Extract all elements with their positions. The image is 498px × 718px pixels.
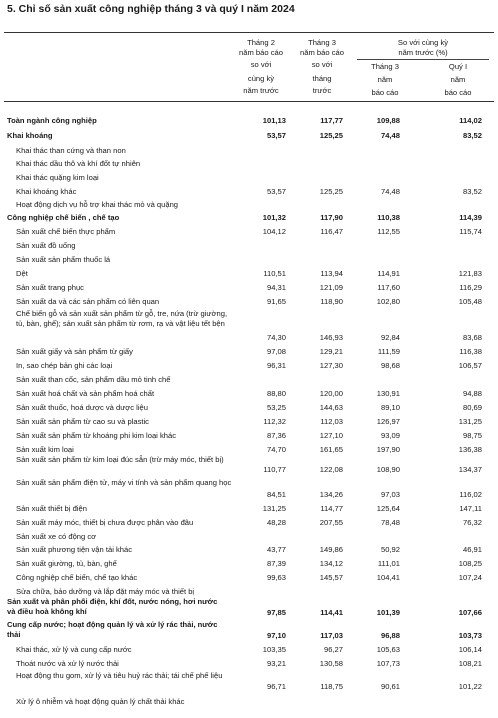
row-value-col1: 74,30 bbox=[266, 333, 286, 342]
row-value-col4: 83,52 bbox=[462, 187, 482, 196]
row-value-col1: 87,39 bbox=[266, 559, 286, 568]
row-value-col2: 120,00 bbox=[319, 389, 343, 398]
row-value-col1: 53,57 bbox=[266, 131, 286, 140]
row-value-col1: 74,70 bbox=[266, 445, 286, 454]
row-value-col1: 93,21 bbox=[266, 659, 286, 668]
row-label: In, sao chép bản ghi các loại bbox=[16, 361, 113, 370]
row-value-col1: 110,51 bbox=[263, 269, 286, 278]
header-march-report-year: Tháng 3 năm báo cáo bbox=[371, 62, 399, 97]
row-value-col1: 48,28 bbox=[266, 518, 286, 527]
row-label: Toàn ngành công nghiệp bbox=[7, 116, 97, 125]
row-value-col3: 96,88 bbox=[380, 631, 400, 640]
row-label: Khai khoáng bbox=[7, 131, 53, 140]
row-label: Sản xuất da và các sản phẩm có liên quan bbox=[16, 297, 160, 306]
row-value-col4: 116,02 bbox=[459, 490, 482, 499]
row-value-col2: 121,09 bbox=[319, 283, 343, 292]
row-value-col4: 80,69 bbox=[462, 403, 482, 412]
row-label: Xử lý ô nhiễm và hoạt động quản lý chất thải khác bbox=[16, 697, 185, 706]
row-value-col3: 101,39 bbox=[376, 608, 400, 617]
row-value-col1: 99,63 bbox=[266, 573, 286, 582]
row-value-col2: 114,77 bbox=[320, 504, 343, 513]
row-value-col2: 114,41 bbox=[320, 608, 343, 617]
row-label: Công nghiệp chế biến, chế tạo khác bbox=[16, 573, 138, 582]
row-value-col1: 96,71 bbox=[266, 682, 286, 691]
row-value-col1: 103,35 bbox=[262, 645, 286, 654]
row-label: Sản xuất giường, tủ, bàn, ghế bbox=[16, 559, 117, 568]
row-value-col4: 131,25 bbox=[458, 417, 482, 426]
row-label: Khai thác quặng kim loại bbox=[16, 173, 99, 182]
row-value-col2: 127,30 bbox=[319, 361, 343, 370]
row-value-col1: 94,31 bbox=[266, 283, 286, 292]
row-value-col3: 78,48 bbox=[380, 518, 400, 527]
row-value-col2: 125,25 bbox=[319, 131, 343, 140]
row-label: Sản xuất phương tiện vận tải khác bbox=[16, 545, 133, 554]
row-value-col2: 146,93 bbox=[319, 333, 343, 342]
row-label: Sản xuất chế biến thực phẩm bbox=[16, 227, 116, 236]
row-label: Sản xuất máy móc, thiết bị chưa được phân vào đâu bbox=[16, 518, 194, 527]
row-value-col4: 103,73 bbox=[458, 631, 482, 640]
row-label: Sản xuất sản phẩm điện tử, máy vi tính và sản phẩm quang học bbox=[16, 478, 232, 487]
row-value-col2: 130,58 bbox=[319, 659, 343, 668]
row-value-col3: 109,88 bbox=[376, 116, 400, 125]
row-value-col2: 116,47 bbox=[320, 227, 343, 236]
row-value-col1: 43,77 bbox=[266, 545, 286, 554]
row-value-col1: 101,32 bbox=[262, 213, 286, 222]
row-value-col2: 112,03 bbox=[320, 417, 343, 426]
row-value-col1: 84,51 bbox=[266, 490, 286, 499]
row-value-col4: 114,39 bbox=[459, 213, 482, 222]
row-value-col2: 117,77 bbox=[320, 116, 343, 125]
row-label: Hoạt động thu gom, xử lý và tiêu huỷ rác thải; tái chế phế liệu bbox=[16, 671, 223, 680]
header-feb-vs-last-year: Tháng 2 năm báo cáo so với cùng kỳ năm trước bbox=[239, 38, 283, 95]
row-value-col3: 74,48 bbox=[380, 187, 400, 196]
row-value-col3: 107,73 bbox=[376, 659, 400, 668]
row-value-col4: 116,38 bbox=[459, 347, 482, 356]
row-value-col4: 121,83 bbox=[458, 269, 482, 278]
row-value-col2: 113,94 bbox=[320, 269, 343, 278]
row-value-col3: 114,91 bbox=[377, 269, 400, 278]
row-value-col4: 114,02 bbox=[459, 116, 482, 125]
row-value-col4: 107,24 bbox=[458, 573, 482, 582]
row-label: Sản xuất sản phẩm từ khoáng phi kim loại khác bbox=[16, 431, 177, 440]
row-value-col3: 112,55 bbox=[377, 227, 400, 236]
row-value-col2: 134,12 bbox=[319, 559, 343, 568]
row-value-col4: 134,37 bbox=[458, 465, 482, 474]
row-value-col1: 104,12 bbox=[262, 227, 286, 236]
row-label: Sản xuất trang phục bbox=[16, 283, 84, 292]
row-value-col1: 97,10 bbox=[266, 631, 286, 640]
row-value-col4: 106,14 bbox=[458, 645, 482, 654]
row-value-col3: 50,92 bbox=[380, 545, 400, 554]
row-value-col4: 136,38 bbox=[458, 445, 482, 454]
row-value-col2: 134,26 bbox=[319, 490, 343, 499]
row-label: Sản xuất kim loại bbox=[16, 445, 74, 454]
row-value-col3: 125,64 bbox=[376, 504, 400, 513]
row-label: Sản xuất thiết bị điện bbox=[16, 504, 87, 513]
row-value-col1: 53,57 bbox=[266, 187, 286, 196]
row-value-col4: 115,74 bbox=[459, 227, 482, 236]
row-value-col3: 130,91 bbox=[376, 389, 400, 398]
row-value-col3: 117,60 bbox=[377, 283, 400, 292]
header-q1-report-year: Quý I năm báo cáo bbox=[444, 62, 472, 97]
row-value-col1: 96,31 bbox=[266, 361, 286, 370]
row-label: Sản xuất xe có động cơ bbox=[16, 532, 97, 541]
row-value-col2: 144,63 bbox=[319, 403, 343, 412]
row-value-col4: 83,52 bbox=[462, 131, 482, 140]
row-value-col3: 92,84 bbox=[380, 333, 400, 342]
row-label: Sản xuất sản phẩm từ cao su và plastic bbox=[16, 417, 149, 426]
row-value-col3: 90,61 bbox=[380, 682, 400, 691]
row-label: Sản xuất thuốc, hoá dược và dược liệu bbox=[16, 403, 148, 412]
row-label: Khai thác dầu thô và khí đốt tự nhiên bbox=[16, 159, 141, 168]
row-label: Thoát nước và xử lý nước thải bbox=[16, 659, 119, 668]
row-label: Sản xuất và phân phối điện, khí đốt, nước nóng, hơi nước và điều hoà không khí bbox=[7, 597, 218, 616]
row-value-col4: 98,75 bbox=[462, 431, 482, 440]
row-value-col4: 76,32 bbox=[462, 518, 482, 527]
row-value-col1: 97,08 bbox=[266, 347, 286, 356]
row-value-col2: 127,10 bbox=[319, 431, 343, 440]
row-value-col2: 145,57 bbox=[319, 573, 343, 582]
row-label: Sản xuất than cốc, sản phẩm dầu mỏ tinh chế bbox=[16, 375, 171, 384]
row-value-col2: 117,03 bbox=[320, 631, 343, 640]
row-value-col3: 111,01 bbox=[377, 559, 400, 568]
row-label: Sửa chữa, bảo dưỡng và lắp đặt máy móc và thiết bị bbox=[16, 587, 195, 596]
row-value-col1: 53,25 bbox=[266, 403, 286, 412]
row-value-col2: 96,27 bbox=[323, 645, 343, 654]
row-value-col1: 112,32 bbox=[263, 417, 286, 426]
row-value-col1: 88,80 bbox=[266, 389, 286, 398]
row-value-col3: 111,59 bbox=[377, 347, 400, 356]
row-value-col3: 105,63 bbox=[376, 645, 400, 654]
row-value-col2: 207,55 bbox=[319, 518, 343, 527]
row-label: Sản xuất sản phẩm thuốc lá bbox=[16, 255, 111, 264]
row-label: Dệt bbox=[16, 269, 28, 278]
row-value-col3: 104,41 bbox=[376, 573, 400, 582]
row-value-col1: 97,85 bbox=[266, 608, 286, 617]
row-value-col2: 129,21 bbox=[319, 347, 343, 356]
row-label: Cung cấp nước; hoạt động quản lý và xử lý rác thải, nước thải bbox=[7, 620, 218, 639]
row-label: Khai thác than cứng và than non bbox=[16, 146, 126, 155]
row-value-col3: 98,68 bbox=[380, 361, 400, 370]
row-value-col1: 110,77 bbox=[263, 465, 286, 474]
row-label: Sản xuất giấy và sản phẩm từ giấy bbox=[16, 347, 133, 356]
row-value-col4: 108,25 bbox=[458, 559, 482, 568]
row-value-col2: 122,08 bbox=[319, 465, 343, 474]
row-value-col1: 87,36 bbox=[266, 431, 286, 440]
row-value-col2: 125,25 bbox=[319, 187, 343, 196]
row-value-col1: 91,65 bbox=[266, 297, 286, 306]
row-value-col4: 105,48 bbox=[458, 297, 482, 306]
row-value-col3: 97,03 bbox=[380, 490, 400, 499]
row-value-col4: 101,22 bbox=[458, 682, 482, 691]
row-label: Sản xuất sản phẩm từ kim loại đúc sẵn (trừ máy móc, thiết bị) bbox=[16, 455, 224, 464]
row-value-col2: 149,86 bbox=[319, 545, 343, 554]
row-label: Sản xuất hoá chất và sản phẩm hoá chất bbox=[16, 389, 155, 398]
row-value-col4: 107,66 bbox=[458, 608, 482, 617]
row-value-col3: 126,97 bbox=[376, 417, 400, 426]
row-label: Công nghiệp chế biến , chế tạo bbox=[7, 213, 120, 222]
header-mar-vs-prev-month: Tháng 3 năm báo cáo so với tháng trước bbox=[300, 38, 344, 95]
row-value-col1: 131,25 bbox=[262, 504, 286, 513]
row-value-col4: 147,11 bbox=[459, 504, 482, 513]
row-value-col3: 102,80 bbox=[376, 297, 400, 306]
row-label: Hoạt động dịch vụ hỗ trợ khai thác mỏ và quặng bbox=[16, 200, 179, 209]
row-value-col4: 116,29 bbox=[459, 283, 482, 292]
row-value-col4: 46,91 bbox=[462, 545, 482, 554]
row-value-col4: 83,68 bbox=[462, 333, 482, 342]
row-label: Khai khoáng khác bbox=[16, 187, 77, 196]
row-value-col4: 94,88 bbox=[462, 389, 482, 398]
row-label: Chế biến gỗ và sản xuất sản phẩm từ gỗ, tre, nứa (trừ giường, tủ, bàn, ghế); sản xuất sản phẩm từ rơm, rạ và vật liệu tết bện bbox=[16, 309, 228, 328]
row-value-col2: 118,90 bbox=[320, 297, 343, 306]
header-vs-same-period-group: So với cùng kỳ năm trước (%) bbox=[397, 38, 449, 57]
row-value-col1: 101,13 bbox=[262, 116, 286, 125]
row-value-col3: 89,10 bbox=[380, 403, 400, 412]
row-value-col2: 117,90 bbox=[320, 213, 343, 222]
row-value-col2: 118,75 bbox=[320, 682, 343, 691]
row-value-col4: 106,57 bbox=[458, 361, 482, 370]
row-value-col3: 108,90 bbox=[376, 465, 400, 474]
page-title: 5. Chỉ số sản xuất công nghiệp tháng 3 và quý I năm 2024 bbox=[7, 3, 295, 15]
row-value-col3: 74,48 bbox=[380, 131, 400, 140]
row-label: Khai thác, xử lý và cung cấp nước bbox=[16, 645, 132, 654]
row-value-col4: 108,21 bbox=[458, 659, 482, 668]
row-value-col2: 161,65 bbox=[319, 445, 343, 454]
row-value-col3: 110,38 bbox=[377, 213, 400, 222]
row-value-col3: 197,90 bbox=[376, 445, 400, 454]
row-value-col3: 93,09 bbox=[380, 431, 400, 440]
row-label: Sản xuất đồ uống bbox=[16, 241, 76, 250]
